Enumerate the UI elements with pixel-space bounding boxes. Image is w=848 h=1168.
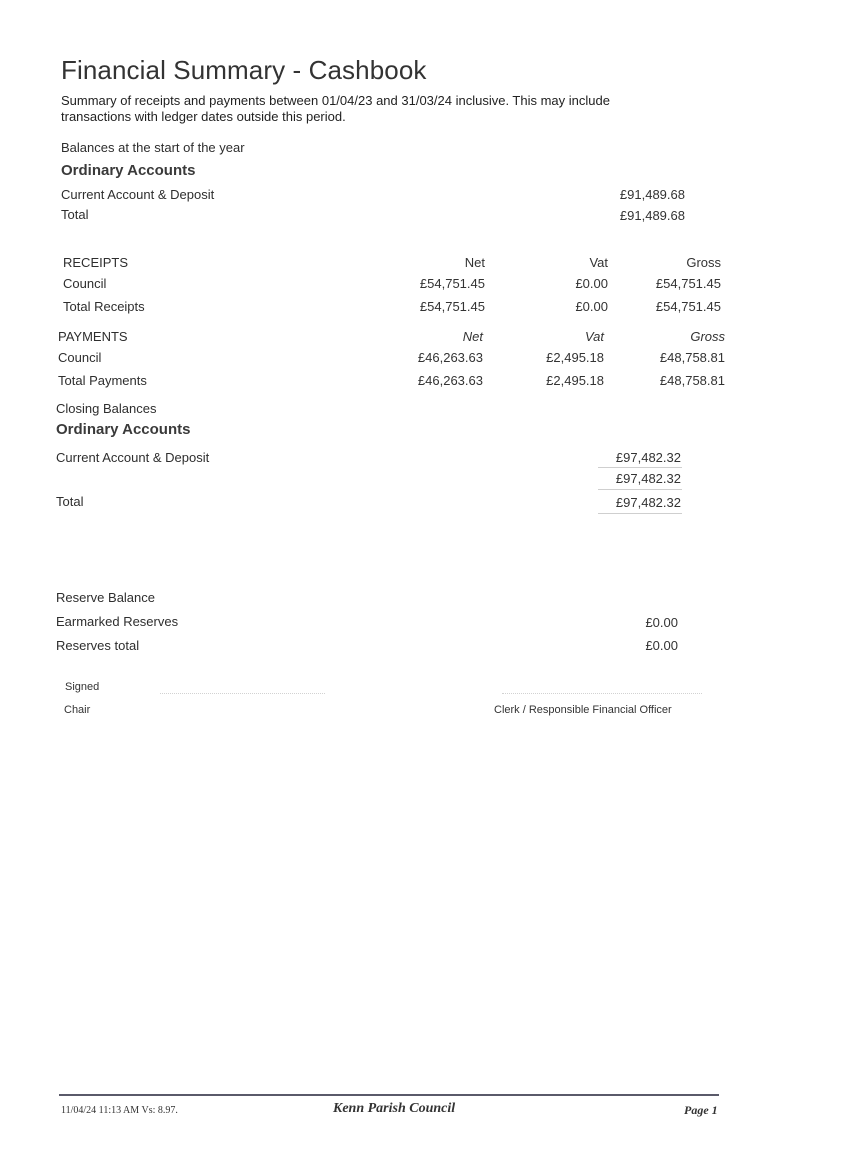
opening-heading: Balances at the start of the year [61,140,245,155]
closing-account-label: Current Account & Deposit [56,450,210,465]
payments-total-vat: £2,495.18 [546,373,604,388]
receipts-heading: RECEIPTS [63,255,129,270]
payments-col-gross: Gross [690,329,725,344]
opening-account-amount: £91,489.68 [619,187,685,202]
closing-total-amount: £97,482.32 [615,495,681,510]
payments-total-net: £46,263.63 [417,373,483,388]
earmarked-reserves-amount: £0.00 [645,615,678,630]
chair-label: Chair [64,704,91,716]
total-rule [598,489,682,490]
footer-page-number: Page 1 [684,1103,718,1117]
payments-row-vat: £2,495.18 [546,350,604,365]
closing-subtotal-amount: £97,482.32 [615,471,681,486]
receipts-row-label: Council [63,276,107,291]
receipts-row-vat: £0.00 [575,276,608,291]
earmarked-reserves-label: Earmarked Reserves [56,614,179,629]
footer-meta: 11/04/24 11:13 AM Vs: 8.97. [61,1105,178,1116]
total-underline [598,513,682,514]
receipts-col-gross: Gross [686,255,721,270]
summary-text: Summary of receipts and payments between 01/04/23 and 31/03/24 inclusive. This may include transactions with ledger dates outside this period. [61,93,610,124]
opening-total-label: Total [61,207,89,222]
subtotal-rule [598,467,682,468]
receipts-row-net: £54,751.45 [419,276,485,291]
reserves-heading: Reserve Balance [56,590,155,605]
closing-total-label: Total [56,494,84,509]
closing-account-amount: £97,482.32 [615,450,681,465]
payments-col-net: Net [462,329,483,344]
payments-row-label: Council [58,350,102,365]
closing-section-title: Ordinary Accounts [56,421,191,438]
receipts-total-gross: £54,751.45 [655,299,721,314]
receipts-row-gross: £54,751.45 [655,276,721,291]
reserves-total-amount: £0.00 [645,638,678,653]
page-title: Financial Summary - Cashbook [61,55,427,85]
receipts-col-net: Net [464,255,485,270]
payments-total-gross: £48,758.81 [659,373,725,388]
payments-heading: PAYMENTS [58,329,128,344]
receipts-total-net: £54,751.45 [419,299,485,314]
payments-row-net: £46,263.63 [417,350,483,365]
receipts-total-label: Total Receipts [63,299,145,314]
clerk-label: Clerk / Responsible Financial Officer [494,704,672,716]
receipts-col-vat: Vat [589,255,608,270]
opening-section-title: Ordinary Accounts [61,162,196,179]
footer-council-name: Kenn Parish Council [333,1101,456,1116]
signed-label: Signed [65,681,100,693]
clerk-signature-line [502,693,702,694]
closing-heading: Closing Balances [56,401,157,416]
footer-rule [59,1094,719,1096]
payments-total-label: Total Payments [58,373,147,388]
opening-total-amount: £91,489.68 [619,208,685,223]
reserves-total-label: Reserves total [56,638,140,653]
opening-account-label: Current Account & Deposit [61,187,215,202]
receipts-total-vat: £0.00 [575,299,608,314]
payments-row-gross: £48,758.81 [659,350,725,365]
payments-col-vat: Vat [584,329,604,344]
chair-signature-line [160,693,325,694]
